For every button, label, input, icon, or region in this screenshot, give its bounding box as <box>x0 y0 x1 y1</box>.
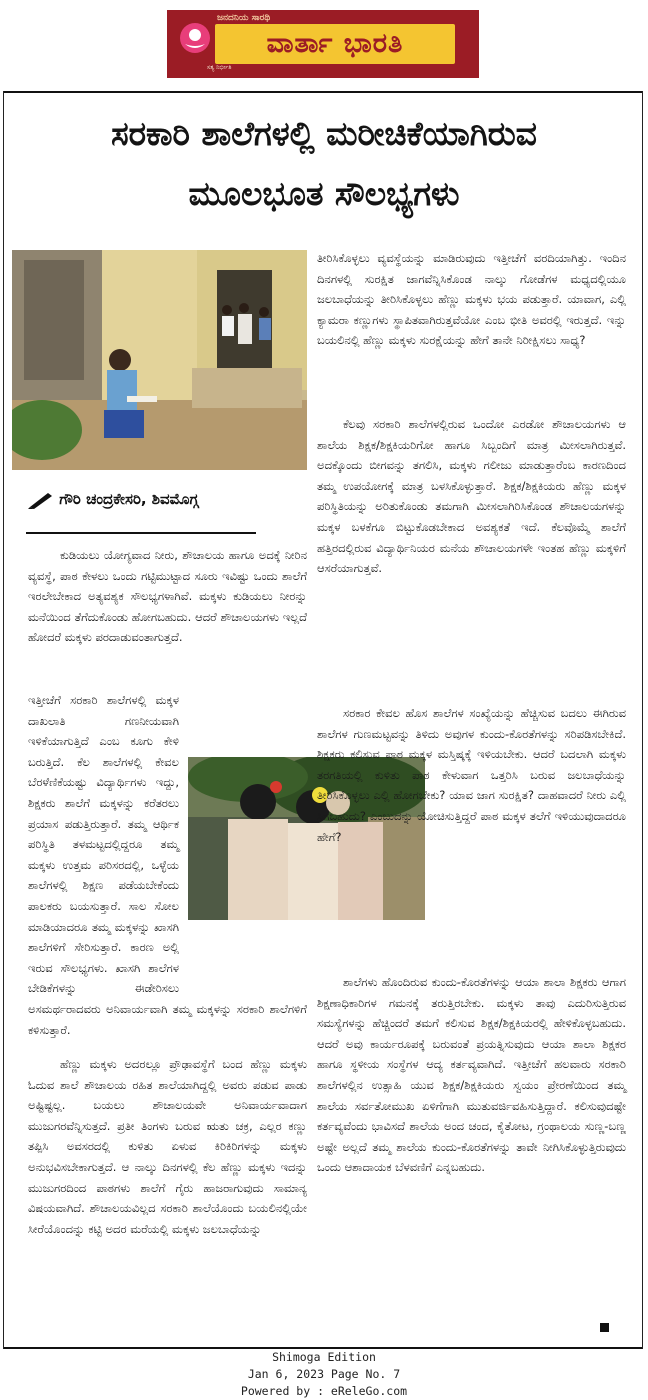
footer-edition: Shimoga Edition <box>272 1350 376 1364</box>
pen-icon <box>28 491 54 509</box>
bottom-rule <box>3 1347 643 1349</box>
masthead-title: ವಾರ್ತಾ ಭಾರತಿ <box>215 24 455 64</box>
lotus-logo-icon <box>177 20 213 56</box>
footer-powered-by[interactable] <box>0 1384 648 1398</box>
byline-author: ಗೌರಿ ಚಂದ್ರಕೇಸರಿ, ಶಿವಮೊಗ್ಗ <box>59 490 199 508</box>
article-headline-line-1: ಸರಕಾರಿ ಶಾಲೆಗಳಲ್ಲಿ ಮರೀಚಿಕೆಯಾಗಿರುವ <box>111 114 537 153</box>
school-girl-photo <box>12 250 307 470</box>
left-border <box>3 91 4 1349</box>
left-paragraph-3: ಹೆಣ್ಣು ಮಕ್ಕಳು ಅದರಲ್ಲೂ ಪ್ರೌಢಾವಸ್ಥೆಗೆ ಬಂದ ಹೆಣ್ಣು ಮಕ್ಕಳು ಓದುವ ಶಾಲೆ ಶೌಚಾಲಯ ರಹಿತ ಶಾಲೆಯಾಗಿದ್ದಲ್ಲಿ ಅವರು ಪಡುವ ಪಾಡು ಅಷ್ಟಿಷ್ಟಲ್ಲ. ಬಯಲು ಶೌಚಾಲಯವೇ ಅನಿವಾರ್ಯವಾದಾಗ ಮುಜುಗರವೆನ್ನಿಸುತ್ತದೆ. ಪ್ರತೀ ತಿಂಗಳು ಬರುವ ಋತು ಚಕ್ರ, ಎಲ್ಲರ ಕಣ್ಣು ತಪ್ಪಿಸಿ ಅವಸರದಲ್ಲಿ ಕುಳಿತು ಏಳುವ ಕಿರಿಕಿರಿಗಳನ್ನು ಮಕ್ಕಳು ಅನುಭವಿಸಬೇಕಾಗುತ್ತದೆ. ಆ ನಾಲ್ಕು ದಿನಗಳಲ್ಲಿ ಕೆಲ ಹೆಣ್ಣು ಮಕ್ಕಳು ಇದನ್ನು ಮುಜುಗರದಿಂದ ಪಾಠಗಳು ಶಾಲೆಗೆ ಗೈರು ಹಾಜರಾಗುವುದು ಸಾಮಾನ್ಯ ವಿಷಯವಾಗಿದೆ. ಶೌಚಾಲಯವಿಲ್ಲದ ಸರಕಾರಿ ಶಾಲೆಯೊಂದು ಬಯಲಿನಲ್ಲಿಯೇ ಸೀರೆಯೊಂದನ್ನು ಕಟ್ಟಿ ಅದರ ಮರೆಯಲ್ಲಿ ಮಕ್ಕಳು ಜಲಬಾಧೆಯನ್ನು <box>28 1057 307 1236</box>
masthead-banner <box>167 10 479 78</box>
left-paragraph-2-text: ಇತ್ತೀಚೆಗೆ ಸರಕಾರಿ ಶಾಲೆಗಳಲ್ಲಿ ಮಕ್ಕಳ ದಾಖಲಾತಿ ಗಣನೀಯವಾಗಿ ಇಳಿಕೆಯಾಗುತ್ತಿದೆ ಎಂಬ ಕೂಗು ಕೇಳಿ ಬರುತ್ತಿದೆ. ಕೆಲ ಶಾಲೆಗಳಲ್ಲಿ ಕೇವಲ ಬೆರಳೆಣಿಕೆಯಷ್ಟು ವಿದ್ಯಾರ್ಥಿಗಳು ಇದ್ದು, ಶಿಕ್ಷಕರು ಶಾಲೆಗೆ ಮಕ್ಕಳನ್ನು ಕರೆತರಲು ಪ್ರಯಾಸ ಪಡುತ್ತಿರುತ್ತಾರೆ. ತಮ್ಮ ಆರ್ಥಿಕ ಪರಿಸ್ಥಿತಿ ತಳಮಟ್ಟದಲ್ಲಿದ್ದರೂ ತಮ್ಮ ಮಕ್ಕಳು ಉತ್ತಮ ಪರಿಸರದಲ್ಲಿ, ಒಳ್ಳೆಯ ಶಾಲೆಗಳಲ್ಲಿ ಶಿಕ್ಷಣ ಪಡೆಯಬೇಕೆಂದು ಪಾಲಕರು ಬಯಸುತ್ತಾರೆ. ಸಾಲ ಸೋಲ ಮಾಡಿಯಾದರೂ ತಮ್ಮ ಮಕ್ಕಳನ್ನು ಖಾಸಗಿ ಶಾಲೆಗಳಿಗೆ ಸೇರಿಸುತ್ತಾರೆ. ಕಾರಣ ಅಲ್ಲಿ ಇರುವ ಸೌಲಭ್ಯಗಳು. ಖಾಸಗಿ ಶಾಲೆಗಳ ಬೇಡಿಕೆಗಳನ್ನು ಈಡೇರಿಸಲು ಅಸಮರ್ಥರಾದವರು ಅನಿವಾರ್ಯವಾಗಿ ತಮ್ಮ ಮಕ್ಕಳನ್ನು ಸರಕಾರಿ ಶಾಲೆಗಳಿಗೆ ಕಳಿಸುತ್ತಾರೆ. <box>28 693 307 1037</box>
left-paragraph-2 <box>28 690 307 1040</box>
left-paragraph-1: ಕುಡಿಯಲು ಯೋಗ್ಯವಾದ ನೀರು, ಶೌಚಾಲಯ ಹಾಗೂ ಅದಕ್ಕೆ ನೀರಿನ ವ್ಯವಸ್ಥೆ, ಪಾಠ ಕೇಳಲು ಒಂದು ಗಟ್ಟಿಮುಟ್ಟಾದ ಸೂರು ಇವಿಷ್ಟು ಒಂದು ಶಾಲೆಗೆ ಇರಲೇಬೇಕಾದ ಅತ್ಯವಶ್ಯಕ ಸೌಲಭ್ಯಗಳಾಗಿವೆ. ಮಕ್ಕಳು ಕುಡಿಯಲು ನೀರನ್ನು ಮನೆಯಿಂದ ತೆಗೆದುಕೊಂಡು ಹೋಗಬಹುದು. ಆದರೆ ಶೌಚಾಲಯಗಳು ಇಲ್ಲದೆ ಹೋದರೆ ಮಕ್ಕಳು ಪರದಾಡುವಂತಾಗುತ್ತದೆ. <box>28 548 307 645</box>
article-headline-line-2: ಮೂಲಭೂತ ಸೌಲಭ್ಯಗಳು <box>188 174 460 213</box>
masthead-motto: ಸತ್ಯ ನಿರ್ಭೀತಿ <box>207 64 232 71</box>
right-paragraph-4: ಶಾಲೆಗಳು ಹೊಂದಿರುವ ಕುಂದು-ಕೊರತೆಗಳನ್ನು ಆಯಾ ಶಾಲಾ ಶಿಕ್ಷಕರು ಆಗಾಗ ಶಿಕ್ಷಣಾಧಿಕಾರಿಗಳ ಗಮನಕ್ಕೆ ತರುತ್ತಿರಬೇಕು. ಮಕ್ಕಳು ತಾವು ಎದುರಿಸುತ್ತಿರುವ ಸಮಸ್ಯೆಗಳನ್ನು ಹೆಚ್ಚಿಂದರೆ ತಮಗೆ ಕಲಿಸುವ ಶಿಕ್ಷಕ/ಶಿಕ್ಷಕಿಯರಲ್ಲಿ ಹೇಳಿಕೊಳ್ಳಬಹುದು. ಆದರೆ ಅವು ಕಾರ್ಯರೂಪಕ್ಕೆ ಬರುವಂತೆ ಪ್ರಯತ್ನಿಸುವುದು ಆಯಾ ಶಾಲಾ ಶಿಕ್ಷಕರ ಹಾಗೂ ಸ್ಥಳೀಯ ಸಂಸ್ಥೆಗಳ ಆದ್ಯ ಕರ್ತವ್ಯವಾಗಿದೆ. ಇತ್ತೀಚೆಗೆ ಹಲವಾರು ಸರಕಾರಿ ಶಾಲೆಗಳಲ್ಲಿನ ಉತ್ಸಾಹಿ ಯುವ ಶಿಕ್ಷಕ/ಶಿಕ್ಷಕಿಯರು ಸ್ವಯಂ ಪ್ರೇರಣೆಯಿಂದ ತಮ್ಮ ಶಾಲೆಯ ಸರ್ವತೋಮುಖ ಏಳಿಗೆಗಾಗಿ ಮುತುವರ್ಜಿವಹಿಸುತ್ತಿದ್ದಾರೆ. ಕಲಿಸುವುದಷ್ಟೇ ಕರ್ತವ್ಯವೆಂದು ಭಾವಿಸದೆ ಶಾಲೆಯ ಅಂದ ಚಂದ, ಕೈತೋಟ, ಗ್ರಂಥಾಲಯ ಸುಣ್ಣ-ಬಣ್ಣ ಅಷ್ಟೇ ಅಲ್ಲದೆ ತಮ್ಮ ಶಾಲೆಯ ಕುಂದು-ಕೊರತೆಗಳನ್ನು ತಾವೇ ನೀಗಿಸಿಕೊಳ್ಳುತ್ತಿರುವುದು ಒಂದು ಆಶಾದಾಯಕ ಬೆಳವಣಿಗೆ ಎನ್ನಬಹುದು. <box>317 975 626 1175</box>
footer-date-page: Jan 6, 2023 Page No. 7 <box>247 1367 401 1381</box>
right-paragraph-3: ಸರಕಾರ ಕೇವಲ ಹೊಸ ಶಾಲೆಗಳ ಸಂಖ್ಯೆಯನ್ನು ಹೆಚ್ಚಿಸುವ ಬದಲು ಈಗಿರುವ ಶಾಲೆಗಳ ಗುಣಮಟ್ಟವನ್ನು ತಿಳಿದು ಅವುಗಳ ಕುಂದು-ಕೊರತೆಗಳನ್ನು ಸರಿಪಡಿಸಬೇಕಿದೆ. ಶಿಕ್ಷಕರು ಕಲಿಸುವ ಪಾಠ ಮಕ್ಕಳ ಮಸ್ತಿಷ್ಕಕ್ಕೆ ಇಳಿಯಬೇಕು. ಆದರೆ ಬದಲಾಗಿ ಮಕ್ಕಳು ತರಗತಿಯಲ್ಲಿ ಕುಳಿತು ಪಾಠ ಕೇಳುವಾಗ ಒತ್ತರಿಸಿ ಬರುವ ಜಲಬಾಧೆಯನ್ನು ತೀರಿಸಿಕೊಳ್ಳಲು ಎಲ್ಲಿ ಹೋಗಬೇಕು? ಯಾವ ಜಾಗ ಸುರಕ್ಷಿತ? ದಾಹವಾದರೆ ನೀರು ಎಲ್ಲಿ ಸಿಗಬಹುದು? ಎಂಬುದನ್ನು ಯೋಚಿಸುತ್ತಿದ್ದರೆ ಪಾಠ ಮಕ್ಕಳ ತಲೆಗೆ ಇಳಿಯುವುದಾದರೂ ಹೇಗೆ? <box>317 706 626 844</box>
byline-rule <box>26 532 256 534</box>
top-rule <box>3 91 643 93</box>
right-paragraph-1: ತೀರಿಸಿಕೊಳ್ಳಲು ವ್ಯವಸ್ಥೆಯನ್ನು ಮಾಡಿರುವುದು ಇತ್ತೀಚೆಗೆ ವರದಿಯಾಗಿತ್ತು. ಇಂದಿನ ದಿನಗಳಲ್ಲಿ ಸುರಕ್ಷಿತ ಜಾಗವೆನ್ನಿಸಿಕೊಂಡ ನಾಲ್ಕು ಗೋಡೆಗಳ ಮಧ್ಯದಲ್ಲಿಯೂ ಜಲಬಾಧೆಯನ್ನು ತೀರಿಸಿಕೊಳ್ಳಲು ಹೆಣ್ಣು ಮಕ್ಕಳು ಭಯ ಪಡುತ್ತಾರೆ. ಯಾವಾಗ, ಎಲ್ಲಿ ಕ್ಯಾಮರಾ ಕಣ್ಣುಗಳು ಸ್ಥಾಪಿತವಾಗಿರುತ್ತವೆಯೋ ಎಂಬ ಭೀತಿ ಅವರಲ್ಲಿ ಇರುತ್ತದೆ. ಇನ್ನು ಬಯಲಿನಲ್ಲಿ ಹೆಣ್ಣು ಮಕ್ಕಳು ಸುರಕ್ಷೆಯನ್ನು ಹೇಗೆ ತಾನೇ ನಿರೀಕ್ಷಿಸಲು ಸಾಧ್ಯ? <box>317 251 626 348</box>
masthead-tagline: ಜನದನಿಯ ಸಾರಥಿ <box>217 13 271 23</box>
article-byline <box>28 490 308 509</box>
powered-by-link[interactable]: Powered by : eReleGo.com <box>240 1384 408 1398</box>
right-paragraph-2: ಕೆಲವು ಸರಕಾರಿ ಶಾಲೆಗಳಲ್ಲಿರುವ ಒಂದೋ ಎರಡೋ ಶೌಚಾಲಯಗಳು ಆ ಶಾಲೆಯ ಶಿಕ್ಷಕ/ಶಿಕ್ಷಕಿಯರಿಗೋ ಹಾಗೂ ಸಿಬ್ಬಂದಿಗೆ ಮಾತ್ರ ಮೀಸಲಾಗಿರುತ್ತವೆ. ಅದಕ್ಕೊಂದು ಬೀಗವನ್ನು ತಗಲಿಸಿ, ಮಕ್ಕಳು ಗಲೀಜು ಮಾಡುತ್ತಾರೆಂಬ ಕಾರಣದಿಂದ ತಮ್ಮ ಉಪಯೋಗಕ್ಕೆ ಮಾತ್ರ ಬಳಸಿಕೊಳ್ಳುತ್ತಾರೆ. ಶಿಕ್ಷಕ/ಶಿಕ್ಷಕಿಯರು ಹೆಣ್ಣು ಮಕ್ಕಳ ಪರಿಸ್ಥಿತಿಯನ್ನು ಅರಿತುಕೊಂಡು ತಮಗಾಗಿ ಮೀಸಲಾಗಿರಿಸಿಕೊಂಡ ಶೌಚಾಲಯಗಳನ್ನು ಮಕ್ಕಳ ಬಳಕೆಗೂ ಬಿಟ್ಟುಕೊಡಬೇಕಾದ ಅವಶ್ಯಕತೆ ಇದೆ. ಕೆಲವೊಮ್ಮೆ ಶಾಲೆಗೆ ಹತ್ತಿರದಲ್ಲಿರುವ ವಿದ್ಯಾರ್ಥಿನಿಯರ ಮನೆಯ ಶೌಚಾಲಯಗಳೇ ಇಂತಹ ಹೆಣ್ಣು ಮಕ್ಕಳಿಗೆ ಆಸರೆಯಾಗುತ್ತವೆ. <box>317 417 626 576</box>
right-border <box>642 91 643 1349</box>
article-end-mark <box>600 1323 609 1332</box>
